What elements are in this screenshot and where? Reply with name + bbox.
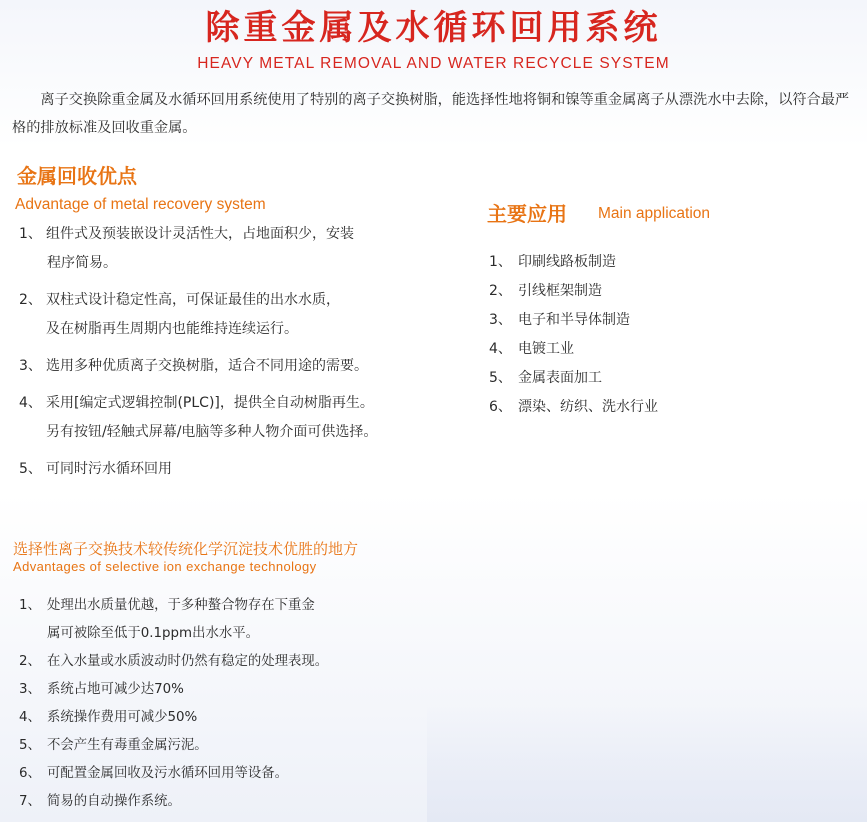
list-item	[489, 248, 658, 277]
list-item-line: 简易的自动操作系统。	[47, 794, 181, 809]
list-item-line: 可同时污水循环回用	[46, 461, 172, 477]
list-item-text	[47, 760, 288, 788]
list-item	[19, 220, 377, 278]
list-item-text: 电镀工业	[518, 341, 574, 357]
list-item-text	[46, 455, 172, 484]
list-item	[19, 286, 377, 344]
list-item-number: 2、	[19, 654, 41, 669]
selective-heading: 选择性离子交换技术较传统化学沉淀技术优胜的地方	[13, 540, 359, 558]
advantages-list	[19, 220, 377, 492]
list-item-line: 处理出水质量优越，于多种螯合物存在下重金	[47, 598, 315, 613]
list-item-number: 2、	[19, 292, 42, 308]
list-item-text: 引线框架制造	[518, 283, 602, 299]
list-item-text: 漂染、纺织、洗水行业	[518, 399, 658, 415]
background-texture	[427, 702, 867, 822]
list-item	[19, 389, 377, 447]
list-item	[19, 760, 328, 788]
list-item	[19, 704, 328, 732]
list-item	[489, 335, 658, 364]
list-item-text: 印刷线路板制造	[518, 254, 616, 270]
list-item-text	[47, 676, 184, 704]
application-list	[489, 248, 658, 422]
list-item	[19, 592, 328, 648]
list-item-number: 5、	[19, 738, 41, 753]
list-item-number: 3、	[19, 682, 41, 697]
advantages-heading: 金属回收优点	[17, 164, 137, 188]
list-item-number: 3、	[19, 358, 42, 374]
selective-subheading: Advantages of selective ion exchange technology	[13, 559, 317, 574]
intro-paragraph: 离子交换除重金属及水循环回用系统使用了特别的离子交换树脂，能选择性地将铜和镍等重金属离子从漂洗水中去除，以符合最严格的排放标准及回收重金属。	[12, 92, 850, 136]
list-item-text	[47, 648, 328, 676]
application-heading: 主要应用	[487, 202, 567, 226]
selective-list	[19, 592, 328, 816]
list-item-number: 1、	[489, 254, 512, 270]
list-item-number: 4、	[19, 395, 42, 411]
list-item	[19, 352, 377, 381]
list-item-text	[47, 788, 181, 816]
list-item-text	[46, 389, 377, 447]
list-item-number: 1、	[19, 226, 42, 242]
list-item	[19, 455, 377, 484]
list-item	[19, 676, 328, 704]
list-item-number: 6、	[19, 766, 41, 781]
application-subheading: Main application	[598, 205, 711, 222]
list-item-line: 在入水量或水质波动时仍然有稳定的处理表现。	[47, 654, 329, 669]
list-item-text	[47, 592, 315, 648]
page-subtitle: HEAVY METAL REMOVAL AND WATER RECYCLE SYSTEM	[197, 55, 670, 72]
list-item-text	[47, 704, 197, 732]
list-item-line: 不会产生有毒重金属污泥。	[47, 738, 208, 753]
list-item-number: 4、	[19, 710, 41, 725]
list-item-line: 采用[编定式逻辑控制(PLC)]，提供全自动树脂再生。	[46, 395, 374, 411]
advantages-subheading: Advantage of metal recovery system	[15, 196, 266, 213]
list-item-text	[46, 352, 368, 381]
list-item	[19, 648, 328, 676]
list-item	[489, 306, 658, 335]
list-item	[19, 788, 328, 816]
list-item-number: 5、	[19, 461, 42, 477]
list-item-number: 6、	[489, 399, 512, 415]
list-item-number: 1、	[19, 598, 41, 613]
list-item-line: 及在树脂再生周期内也能维持连续运行。	[46, 321, 298, 337]
list-item-line: 另有按钮/轻触式屏幕/电脑等多种人物介面可供选择。	[46, 424, 378, 440]
list-item-line: 组件式及预装嵌设计灵活性大，占地面积少，安装	[46, 226, 354, 242]
list-item	[489, 364, 658, 393]
list-item-number: 3、	[489, 312, 512, 328]
list-item	[489, 393, 658, 422]
list-item-number: 5、	[489, 370, 512, 386]
page-title: 除重金属及水循环回用系统	[205, 8, 662, 48]
list-item-text: 金属表面加工	[518, 370, 602, 386]
list-item-line: 系统占地可减少达70%	[47, 682, 184, 697]
list-item-number: 2、	[489, 283, 512, 299]
list-item-text	[47, 732, 208, 760]
list-item-line: 程序简易。	[47, 255, 117, 271]
list-item-text: 电子和半导体制造	[518, 312, 630, 328]
list-item	[489, 277, 658, 306]
list-item-line: 系统操作费用可减少50%	[47, 710, 198, 725]
list-item-number: 7、	[19, 794, 41, 809]
list-item-line: 双柱式设计稳定性高，可保证最佳的出水水质，	[46, 292, 340, 308]
list-item	[19, 732, 328, 760]
list-item-line: 可配置金属回收及污水循环回用等设备。	[47, 766, 289, 781]
list-item-line: 选用多种优质离子交换树脂，适合不同用途的需要。	[46, 358, 368, 374]
list-item-number: 4、	[489, 341, 512, 357]
list-item-text	[46, 220, 354, 278]
list-item-text	[46, 286, 340, 344]
list-item-line: 属可被除至低于0.1ppm出水水平。	[47, 626, 260, 641]
